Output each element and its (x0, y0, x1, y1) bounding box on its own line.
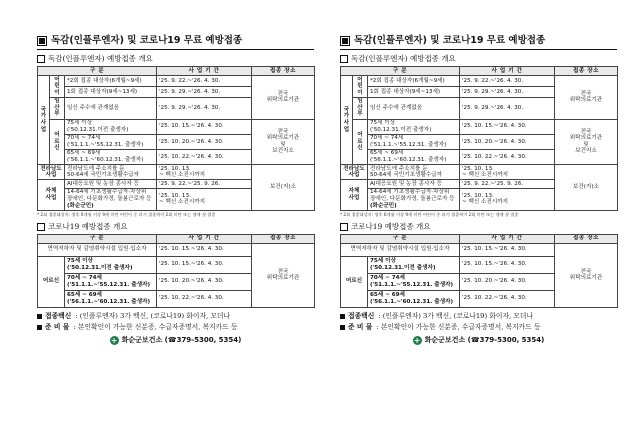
flu-table (37, 66, 315, 211)
self2-desc1: 14-64세 기초생활수급자·차상위 (67, 189, 147, 196)
covid-elder2-period: '25. 10. 20.~'26. 4. 30. (460, 273, 555, 290)
bullet-square-icon (37, 325, 42, 330)
covid-elder3-period: '25. 10. 22.~'26. 4. 30. (157, 290, 252, 307)
header-place: 접종 장소 (252, 234, 315, 243)
self2-period1: '25. 10. 13. (462, 192, 494, 199)
covid-elder3-desc1: 65세 ~ 69세 (67, 292, 102, 299)
footer (37, 335, 314, 346)
plus-icon: + (413, 335, 421, 345)
vaccine-text: : (인플루엔자) 3가 백신, (코로나19) 화이자, 모더나 (378, 311, 534, 320)
flu-section-text: 독감(인플루엔자) 예방접종 개요 (351, 54, 456, 63)
covid-elder3-desc1: 65세 ~ 69세 (370, 292, 405, 299)
preg-desc: 임신 주수에 관계없음 (65, 97, 157, 119)
elder2-desc2: ('51.1.1.~'55.12.31. 출생자) (370, 141, 447, 148)
covid-elder2-desc1: 70세 ~ 74세 (67, 275, 102, 282)
place-health: 보건(지)소 (555, 165, 618, 211)
elder-label: 어르신 (50, 119, 65, 165)
jeonnam-desc2: 50-64세 국민기초생활수급자 (370, 172, 443, 179)
covid-elder1-desc (368, 256, 460, 273)
elder2-desc2: ('51.1.1.~'55.12.31. 출생자) (67, 141, 144, 148)
child1-desc: *2회 접종 대상자(6개월~9세) (368, 76, 460, 87)
self2-desc2: 장애인, 다문화가정, 돌봄근로자 등 (67, 196, 152, 202)
self2-desc1: 14-64세 기초생활수급자·차상위 (370, 189, 450, 196)
facility-period: '25. 10. 15.~'26. 4. 30. (460, 243, 555, 256)
self2-desc3: (화순군민) (370, 202, 397, 209)
covid-elder3-period: '25. 10. 22.~'26. 4. 30. (460, 290, 555, 307)
elder2-period: '25. 10. 20.~'26. 4. 30. (157, 134, 252, 149)
covid-section-heading (340, 221, 617, 233)
flu-note: * 2회 접종대상자: 생후 6개월 이상 9세 미만 어린이 중 과거 접종력이 2회 미만 또는 생애 첫 접종 (37, 211, 216, 217)
notice-panel-right (340, 34, 617, 346)
child1-period: '25. 9. 22.~'26. 4. 30. (157, 76, 252, 87)
square-outline-icon (340, 55, 348, 63)
notice-title (37, 34, 314, 48)
covid-section-text: 코로나19 예방접종 개요 (351, 221, 431, 231)
preg-period: '25. 9. 29.~'26. 4. 30. (460, 97, 555, 119)
table-row (341, 76, 618, 87)
covid-elder1-desc2: ('50.12.31.이전 출생자) (370, 264, 436, 271)
self2-period1: '25. 10. 13. (159, 192, 191, 199)
prep-bullet (37, 322, 314, 333)
place-entrust: 전국 위탁의료기관 (252, 76, 315, 120)
covid-elder3-desc2: ('56.1.1.~'60.12.31. 출생자) (370, 298, 454, 305)
covid-elder1-period: '25. 10. 15.~'26. 4. 30. (460, 256, 555, 273)
vaccine-text: : (인플루엔자) 3가 백신, (코로나19) 화이자, 모더나 (75, 311, 231, 320)
elder3-desc2: ('56.1.1.~'60.12.31. 출생자) (67, 157, 144, 164)
place-entrust-health: 전국 위탁의료기관 및 보건지소 (555, 119, 618, 165)
elder1-desc1: 75세 이상 (67, 120, 93, 127)
preg-period: '25. 9. 29.~'26. 4. 30. (157, 97, 252, 119)
covid-elder3-desc2: ('56.1.1.~'60.12.31. 출생자) (67, 298, 151, 305)
national-label: 국가 사업 (341, 76, 353, 165)
bullet-square-icon (340, 325, 345, 330)
self1-period: '25. 9. 22.~'25. 9. 26. (460, 180, 555, 189)
covid-elder1-desc (65, 256, 157, 273)
jeonnam-desc (65, 165, 157, 180)
covid-elder1-desc1: 75세 이상 (67, 258, 93, 265)
elder1-period: '25. 10. 15.~'26. 4. 30. (460, 119, 555, 134)
bullet-square-icon (340, 314, 345, 319)
covid-section-heading (37, 221, 314, 233)
header-place: 접종 장소 (555, 234, 618, 243)
elder1-desc (65, 119, 157, 134)
self2-desc (65, 188, 157, 210)
prep-text: : 본인확인이 가능한 신분증, 수급자증명서, 복지카드 등 (376, 322, 541, 331)
prep-bullet (340, 322, 617, 333)
footer (340, 335, 617, 346)
place-health: 보건(지)소 (252, 165, 315, 211)
header-period: 사 업 기 간 (157, 234, 252, 243)
covid-place: 전국 위탁의료기관 (555, 243, 618, 307)
table-row (341, 243, 618, 256)
self1-desc: AI대응요원 및 농장 종사자 등 (65, 180, 157, 189)
jeonnam-desc1: 전라남도에 주소지를 둔 (67, 165, 125, 172)
covid-elder2-desc (368, 273, 460, 290)
self-label: 자체 사업 (341, 180, 368, 210)
facility-desc: 면역저하자 및 감염취약시설 입원·입소자 (341, 243, 460, 256)
vaccine-bullet (37, 311, 314, 322)
elder1-desc (368, 119, 460, 134)
header-group: 구 분 (341, 234, 460, 243)
covid-place: 전국 위탁의료기관 (252, 243, 315, 307)
table-row (341, 165, 618, 180)
self2-period (157, 188, 252, 210)
flu-section-text: 독감(인플루엔자) 예방접종 개요 (48, 54, 153, 63)
elder1-period: '25. 10. 15.~'26. 4. 30. (157, 119, 252, 134)
self2-period (460, 188, 555, 210)
prep-text: : 본인확인이 가능한 신분증, 수급자증명서, 복지카드 등 (73, 322, 238, 331)
table-row (341, 119, 618, 134)
covid-table (37, 234, 315, 308)
title-text: 독감(인플루엔자) 및 코로나19 무료 예방접종 (354, 35, 546, 46)
elder3-desc1: 65세 ~ 69세 (67, 150, 101, 157)
covid-elder1-desc2: ('50.12.31.이전 출생자) (67, 264, 133, 271)
flu-section-heading (340, 53, 617, 65)
elder2-period: '25. 10. 20.~'26. 4. 30. (460, 134, 555, 149)
prep-label: 준 비 물 (348, 322, 373, 331)
jeonnam-period1: '25. 10. 13. (462, 165, 494, 172)
child2-desc: 1회 접종 대상자(9세~13세) (65, 86, 157, 97)
covid-elder1-desc1: 75세 이상 (370, 258, 396, 265)
preg-label: 임산부 (50, 97, 65, 119)
covid-elder1-period: '25. 10. 15.~'26. 4. 30. (157, 256, 252, 273)
square-bullet-icon (37, 36, 47, 46)
jeonnam-desc (368, 165, 460, 180)
square-outline-icon (340, 223, 348, 231)
flu-table (340, 66, 618, 211)
child1-desc: *2회 접종 대상자(6개월~9세) (65, 76, 157, 87)
elder3-desc2: ('56.1.1.~'60.12.31. 출생자) (370, 157, 447, 164)
elder3-desc (65, 149, 157, 164)
elder3-period: '25. 10. 22.~'26. 4. 30. (460, 149, 555, 164)
header-place: 접종 장소 (555, 67, 618, 76)
self2-desc3: (화순군민) (67, 202, 94, 209)
jeonnam-desc1: 전라남도에 주소지를 둔 (370, 165, 428, 172)
place-entrust: 전국 위탁의료기관 (555, 76, 618, 120)
elder2-desc (65, 134, 157, 149)
table-row (38, 243, 315, 256)
self2-desc2: 장애인, 다문화가정, 돌봄근로자 등 (370, 196, 455, 202)
covid-elder2-desc (65, 273, 157, 290)
header-group: 구 분 (341, 67, 460, 76)
prep-label: 준 비 물 (45, 322, 70, 331)
flu-table-header (341, 67, 618, 76)
title-rule (340, 49, 617, 50)
plus-icon: + (110, 335, 118, 345)
notice-title (340, 34, 617, 48)
self2-desc (368, 188, 460, 210)
jeonnam-period2: ~ 백신 소진시까지 (462, 172, 509, 179)
header-period: 사 업 기 간 (460, 234, 555, 243)
table-row (38, 165, 315, 180)
square-outline-icon (37, 55, 45, 63)
header-place: 접종 장소 (252, 67, 315, 76)
preg-label: 임산부 (353, 97, 368, 119)
elder2-desc (368, 134, 460, 149)
jeonnam-label: 전라남도 사업 (38, 165, 65, 180)
jeonnam-period (157, 165, 252, 180)
national-label: 국가 사업 (38, 76, 50, 165)
footer-text: 화순군보건소 (☎379-5300, 5354) (424, 335, 545, 344)
table-row (38, 119, 315, 134)
place-entrust-health: 전국 위탁의료기관 및 보건지소 (252, 119, 315, 165)
footer-text: 화순군보건소 (☎379-5300, 5354) (121, 335, 242, 344)
covid-elder3-desc (368, 290, 460, 307)
elder1-desc2: ('50.12.31.이전 출생자) (370, 126, 432, 133)
header-group: 구 분 (38, 67, 157, 76)
facility-period: '25. 10. 15.~'26. 4. 30. (157, 243, 252, 256)
elder2-desc1: 70세 ~ 74세 (370, 135, 404, 142)
self1-period: '25. 9. 22.~'25. 9. 26. (157, 180, 252, 189)
vaccine-label: 접종백신 (348, 311, 375, 320)
covid-elder2-period: '25. 10. 20.~'26. 4. 30. (157, 273, 252, 290)
header-period: 사 업 기 간 (460, 67, 555, 76)
bullet-square-icon (37, 314, 42, 319)
covid-elder-label: 어르신 (38, 256, 65, 307)
child2-period: '25. 9. 29.~'26. 4. 30. (157, 86, 252, 97)
square-outline-icon (37, 223, 45, 231)
elder1-desc2: ('50.12.31.이전 출생자) (67, 126, 129, 133)
flu-table-header (38, 67, 315, 76)
covid-table (340, 234, 618, 308)
elder-label: 어르신 (353, 119, 368, 165)
child-label: 어린이 (50, 76, 65, 98)
vaccine-bullet (340, 311, 617, 322)
covid-elder-label: 어르신 (341, 256, 368, 307)
self2-period2: ~ 백신 소진시까지 (462, 199, 509, 206)
elder3-desc (368, 149, 460, 164)
table-row (38, 76, 315, 87)
child2-desc: 1회 접종 대상자(9세~13세) (368, 86, 460, 97)
covid-elder2-desc1: 70세 ~ 74세 (370, 275, 405, 282)
header-group: 구 분 (38, 234, 157, 243)
title-rule (37, 49, 314, 50)
flu-note: * 2회 접종대상자: 생후 6개월 이상 9세 미만 어린이 중 과거 접종력이 2회 미만 또는 생애 첫 접종 (340, 211, 519, 217)
self1-desc: AI대응요원 및 농장 종사자 등 (368, 180, 460, 189)
jeonnam-period1: '25. 10. 13. (159, 165, 191, 172)
child-label: 어린이 (353, 76, 368, 98)
elder3-period: '25. 10. 22.~'26. 4. 30. (157, 149, 252, 164)
title-text: 독감(인플루엔자) 및 코로나19 무료 예방접종 (51, 35, 243, 46)
header-period: 사 업 기 간 (157, 67, 252, 76)
covid-elder2-desc2: ('51.1.1.~'55.12.31. 출생자) (67, 281, 151, 288)
flu-section-heading (37, 53, 314, 65)
covid-elder3-desc (65, 290, 157, 307)
jeonnam-label: 전라남도 사업 (341, 165, 368, 180)
facility-desc: 면역저하자 및 감염취약시설 입원·입소자 (38, 243, 157, 256)
square-bullet-icon (340, 36, 350, 46)
jeonnam-period2: ~ 백신 소진시까지 (159, 172, 206, 179)
self-label: 자체 사업 (38, 180, 65, 210)
child2-period: '25. 9. 29.~'26. 4. 30. (460, 86, 555, 97)
elder1-desc1: 75세 이상 (370, 120, 396, 127)
covid-section-text: 코로나19 예방접종 개요 (48, 221, 128, 231)
preg-desc: 임신 주수에 관계없음 (368, 97, 460, 119)
jeonnam-period (460, 165, 555, 180)
child1-period: '25. 9. 22.~'26. 4. 30. (460, 76, 555, 87)
elder2-desc1: 70세 ~ 74세 (67, 135, 101, 142)
elder3-desc1: 65세 ~ 69세 (370, 150, 404, 157)
covid-elder2-desc2: ('51.1.1.~'55.12.31. 출생자) (370, 281, 454, 288)
self2-period2: ~ 백신 소진시까지 (159, 199, 206, 206)
jeonnam-desc2: 50-64세 국민기초생활수급자 (67, 172, 140, 179)
covid-table-header (38, 234, 315, 243)
vaccine-label: 접종백신 (45, 311, 72, 320)
covid-table-header (341, 234, 618, 243)
notice-panel-left (37, 34, 314, 346)
